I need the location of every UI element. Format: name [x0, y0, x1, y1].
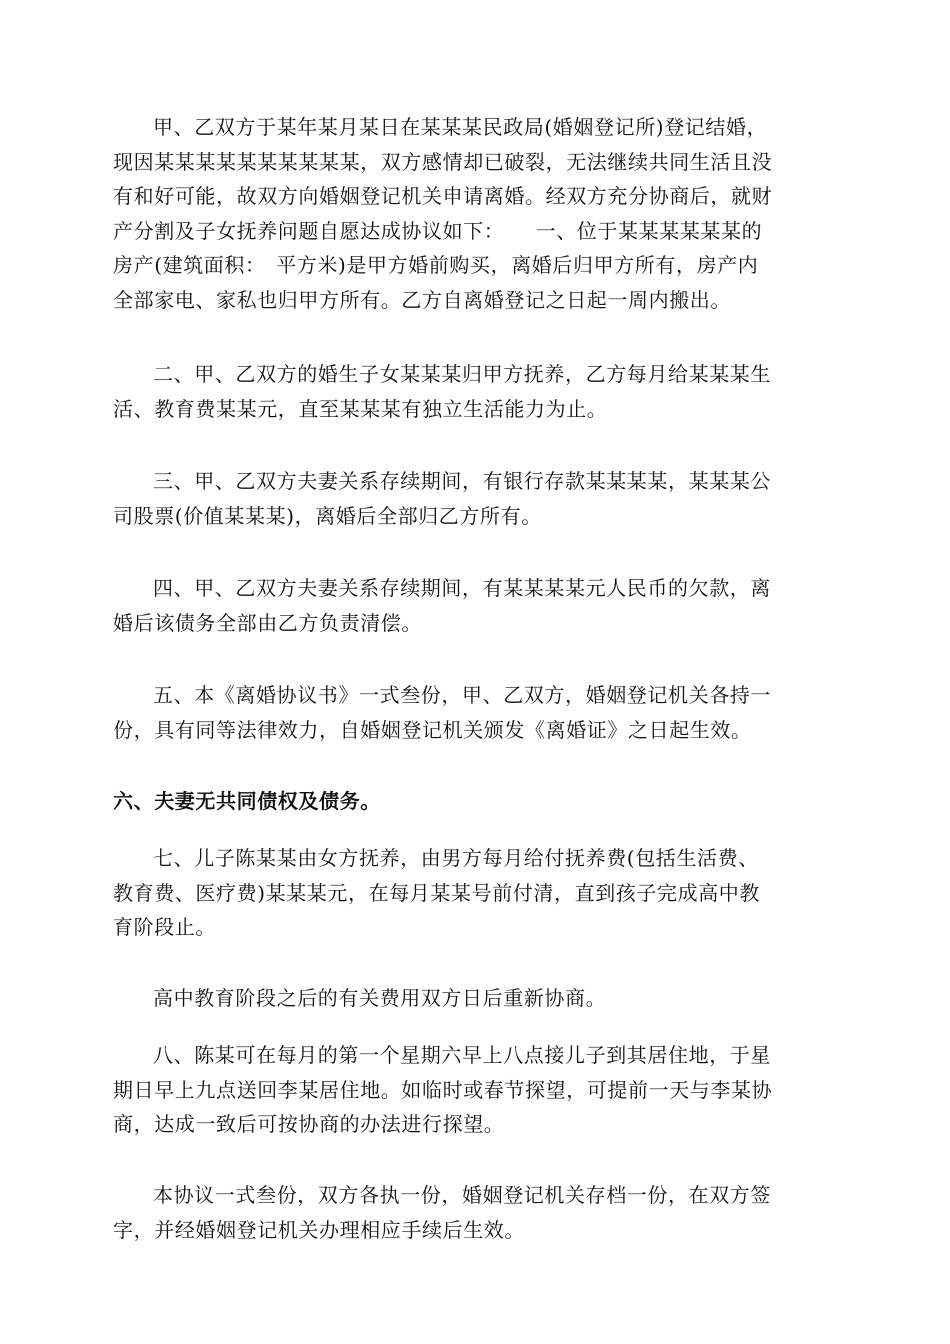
text-line: 活、教育费某某元，直至某某某有独立生活能力为止。 — [113, 396, 608, 421]
paragraph-highschool-costs — [113, 981, 838, 1016]
text-line: 育阶段止。 — [113, 915, 216, 939]
text-line: 高中教育阶段之后的有关费用双方日后重新协商。 — [153, 986, 607, 1010]
text-line: 期日早上九点送回李某居住地。如临时或春节探望，可提前一天与李某协 — [113, 1077, 773, 1102]
text-line: 字，并经婚姻登记机关办理相应手续后生效。 — [113, 1217, 525, 1242]
text-line: 甲、乙双方于某年某月某日在某某某民政局(婚姻登记所)登记结婚， — [153, 115, 768, 139]
text-line: 司股票(价值某某某)，离婚后全部归乙方所有。 — [113, 503, 542, 528]
text-line: 六、夫妻无共同债权及债务。 — [113, 789, 381, 813]
text-line: 份，具有同等法律效力，自婚姻登记机关颁发《离婚证》之日起生效。 — [113, 717, 752, 742]
text-line: 教育费、医疗费)某某某元，在每月某某号前付清，直到孩子完成高中教 — [113, 880, 761, 905]
text-line: 房产(建筑面积： 平方米)是甲方婚前购买，离婚后归甲方所有，房产内 — [113, 253, 759, 277]
text-line: 全部家电、家私也归甲方所有。乙方自离婚登记之日起一周内搬出。 — [113, 287, 731, 312]
text-line: 产分割及子女抚养问题自愿达成协议如下： 一、位于某某某某某某的 — [113, 218, 763, 243]
text-line: 二、甲、乙双方的婚生子女某某某归甲方抚养，乙方每月给某某某生 — [153, 362, 771, 386]
paragraph-marriage-intro — [113, 110, 838, 317]
paragraph-clause-5 — [113, 678, 838, 747]
paragraph-clause-2 — [113, 357, 838, 426]
text-line: 四、甲、乙双方夫妻关系存续期间，有某某某某元人民币的欠款，离 — [153, 576, 771, 600]
paragraph-clause-3 — [113, 464, 838, 533]
paragraph-clause-6 — [113, 784, 838, 819]
text-line: 婚后该债务全部由乙方负责清偿。 — [113, 610, 422, 635]
text-line: 有和好可能，故双方向婚姻登记机关申请离婚。经双方充分协商后，就财 — [113, 184, 773, 208]
paragraph-agreement-copies — [113, 1178, 838, 1247]
text-line: 现因某某某某某某某某某某，双方感情却已破裂，无法继续共同生活且没 — [113, 149, 773, 174]
text-line: 三、甲、乙双方夫妻关系存续期间，有银行存款某某某某，某某某公 — [153, 469, 771, 493]
text-line: 八、陈某可在每月的第一个星期六早上八点接儿子到其居住地，于星 — [153, 1043, 771, 1067]
text-line: 商，达成一致后可按协商的办法进行探望。 — [113, 1112, 505, 1136]
paragraph-clause-8 — [113, 1038, 838, 1142]
paragraph-clause-4 — [113, 571, 838, 640]
paragraph-clause-7 — [113, 841, 838, 945]
text-line: 七、儿子陈某某由女方抚养，由男方每月给付抚养费(包括生活费、 — [153, 846, 759, 870]
text-line: 本协议一式叁份，双方各执一份，婚姻登记机关存档一份，在双方签 — [153, 1183, 771, 1207]
text-line: 五、本《离婚协议书》一式叁份，甲、乙双方，婚姻登记机关各持一 — [153, 683, 771, 707]
